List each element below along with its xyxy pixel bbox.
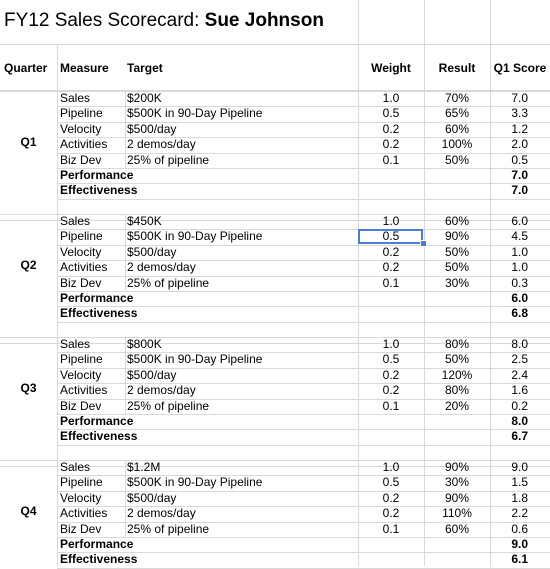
table-row <box>0 383 550 398</box>
result-cell[interactable]: 50% <box>444 244 470 259</box>
table-row <box>0 214 550 229</box>
target-cell[interactable]: $1.2M <box>127 460 161 474</box>
performance-score[interactable]: 9.0 <box>511 537 528 551</box>
measure-cell[interactable]: Pipeline <box>60 229 103 244</box>
weight-cell[interactable]: 0.5 <box>382 229 400 244</box>
table-row <box>0 106 550 121</box>
measure-cell[interactable]: Pipeline <box>60 352 103 367</box>
result-cell[interactable]: 70% <box>444 91 470 105</box>
title-prefix: FY12 Sales Scorecard: <box>4 10 205 31</box>
selected-cell-outline[interactable] <box>358 229 423 244</box>
measure-cell[interactable]: Velocity <box>60 244 102 259</box>
performance-score[interactable]: 8.0 <box>511 414 528 428</box>
target-cell[interactable]: 25% of pipeline <box>127 152 210 167</box>
measure-cell[interactable]: Biz Dev <box>60 398 102 413</box>
measure-cell[interactable]: Sales <box>60 214 91 228</box>
table-row <box>0 506 550 521</box>
measure-cell[interactable]: Velocity <box>60 367 102 382</box>
header-quarter[interactable]: Quarter <box>4 61 48 75</box>
score-cell[interactable]: 1.6 <box>511 383 528 398</box>
table-row <box>0 368 550 383</box>
score-cell[interactable]: 2.2 <box>511 506 528 521</box>
effectiveness-score[interactable]: 6.1 <box>511 552 528 567</box>
quarter-label[interactable]: Q1 <box>20 135 37 150</box>
table-row <box>0 260 550 275</box>
performance-label[interactable]: Performance <box>60 168 134 182</box>
score-cell[interactable]: 7.0 <box>511 91 528 105</box>
effectiveness-label[interactable]: Effectiveness <box>60 429 138 444</box>
measure-cell[interactable]: Sales <box>60 460 91 474</box>
performance-label[interactable]: Performance <box>60 414 134 428</box>
table-row <box>0 229 550 244</box>
result-cell[interactable]: 100% <box>441 137 473 152</box>
weight-cell[interactable]: 0.5 <box>382 475 400 490</box>
result-cell[interactable]: 60% <box>444 214 470 228</box>
page-title <box>4 10 324 32</box>
weight-cell[interactable]: 0.5 <box>382 106 400 121</box>
measure-cell[interactable]: Pipeline <box>60 106 103 121</box>
target-cell[interactable]: $500/day <box>127 244 177 259</box>
weight-cell[interactable]: 1.0 <box>382 460 400 474</box>
result-cell[interactable]: 80% <box>444 383 470 398</box>
weight-cell[interactable]: 0.2 <box>382 121 400 136</box>
target-cell[interactable]: $500/day <box>127 367 177 382</box>
performance-row <box>0 168 550 183</box>
target-cell[interactable]: 2 demos/day <box>127 137 196 152</box>
weight-cell[interactable]: 1.0 <box>382 214 400 228</box>
measure-cell[interactable]: Activities <box>60 383 108 398</box>
score-cell[interactable]: 1.0 <box>511 244 528 259</box>
performance-label[interactable]: Performance <box>60 291 134 305</box>
score-cell[interactable]: 1.5 <box>511 475 528 490</box>
target-cell[interactable]: $200K <box>127 91 162 105</box>
target-cell[interactable]: 2 demos/day <box>127 383 196 398</box>
weight-cell[interactable]: 0.2 <box>382 383 400 398</box>
measure-cell[interactable]: Sales <box>60 337 91 351</box>
effectiveness-label[interactable]: Effectiveness <box>60 183 138 198</box>
table-row <box>0 475 550 490</box>
score-cell[interactable]: 0.6 <box>511 521 528 536</box>
effectiveness-label[interactable]: Effectiveness <box>60 552 138 567</box>
weight-cell[interactable]: 0.2 <box>382 506 400 521</box>
target-cell[interactable]: 25% of pipeline <box>127 521 210 536</box>
header-measure[interactable]: Measure <box>60 61 109 75</box>
measure-cell[interactable]: Velocity <box>60 490 102 505</box>
weight-cell[interactable]: 0.1 <box>382 398 400 413</box>
target-cell[interactable]: $450K <box>127 214 162 228</box>
result-cell[interactable]: 60% <box>444 121 470 136</box>
performance-row <box>0 537 550 552</box>
result-cell[interactable]: 50% <box>444 260 470 275</box>
target-cell[interactable]: $800K <box>127 337 162 351</box>
score-cell[interactable]: 1.8 <box>511 490 528 505</box>
measure-cell[interactable]: Activities <box>60 137 108 152</box>
result-cell[interactable]: 50% <box>444 352 470 367</box>
score-cell[interactable]: 4.5 <box>511 229 528 244</box>
header-score[interactable]: Q1 Score <box>493 61 547 75</box>
target-cell[interactable]: 2 demos/day <box>127 260 196 275</box>
quarter-label[interactable]: Q2 <box>20 258 37 273</box>
target-cell[interactable]: $500K in 90-Day Pipeline <box>127 475 263 490</box>
header-weight[interactable]: Weight <box>371 61 411 75</box>
weight-cell[interactable]: 0.2 <box>382 367 400 382</box>
quarter-label[interactable]: Q3 <box>20 381 37 396</box>
effectiveness-row <box>0 183 550 198</box>
score-cell[interactable]: 2.5 <box>511 352 528 367</box>
target-cell[interactable]: $500K in 90-Day Pipeline <box>127 106 263 121</box>
result-cell[interactable]: 60% <box>444 521 470 536</box>
score-cell[interactable]: 0.5 <box>511 152 528 167</box>
performance-label[interactable]: Performance <box>60 537 134 551</box>
performance-row <box>0 414 550 429</box>
performance-score[interactable]: 6.0 <box>511 291 528 305</box>
table-row <box>0 91 550 106</box>
result-cell[interactable]: 65% <box>444 106 470 121</box>
table-row <box>0 352 550 367</box>
table-row <box>0 153 550 168</box>
measure-cell[interactable]: Biz Dev <box>60 521 102 536</box>
header-target[interactable]: Target <box>127 61 163 75</box>
weight-cell[interactable]: 0.2 <box>382 490 400 505</box>
title-row[interactable] <box>0 0 550 45</box>
result-cell[interactable]: 30% <box>444 275 470 290</box>
row-line <box>57 199 550 200</box>
weight-cell[interactable]: 0.5 <box>382 352 400 367</box>
target-cell[interactable]: 25% of pipeline <box>127 275 210 290</box>
result-cell[interactable]: 30% <box>444 475 470 490</box>
measure-cell[interactable]: Activities <box>60 260 108 275</box>
weight-cell[interactable]: 0.1 <box>382 152 400 167</box>
score-cell[interactable]: 0.3 <box>511 275 528 290</box>
target-cell[interactable]: 2 demos/day <box>127 506 196 521</box>
row-line <box>57 445 550 446</box>
effectiveness-row <box>0 552 550 567</box>
row-line <box>57 322 550 323</box>
weight-cell[interactable]: 0.1 <box>382 275 400 290</box>
table-row <box>0 399 550 414</box>
score-cell[interactable]: 1.2 <box>511 121 528 136</box>
effectiveness-score[interactable]: 7.0 <box>511 183 528 198</box>
rep-name: Sue Johnson <box>204 10 324 31</box>
measure-cell[interactable]: Sales <box>60 91 91 105</box>
effectiveness-score[interactable]: 6.7 <box>511 429 528 444</box>
result-cell[interactable]: 80% <box>444 337 470 351</box>
measure-cell[interactable]: Activities <box>60 506 108 521</box>
target-cell[interactable]: 25% of pipeline <box>127 398 210 413</box>
table-row <box>0 460 550 475</box>
result-cell[interactable]: 50% <box>444 152 470 167</box>
effectiveness-label[interactable]: Effectiveness <box>60 306 138 321</box>
table-row <box>0 522 550 537</box>
score-cell[interactable]: 0.2 <box>511 398 528 413</box>
header-result[interactable]: Result <box>438 61 476 75</box>
weight-cell[interactable]: 0.2 <box>382 244 400 259</box>
score-cell[interactable]: 6.0 <box>511 214 528 228</box>
performance-row <box>0 291 550 306</box>
score-cell[interactable]: 9.0 <box>511 460 528 474</box>
table-row <box>0 276 550 291</box>
measure-cell[interactable]: Biz Dev <box>60 152 102 167</box>
weight-cell[interactable]: 0.2 <box>382 137 400 152</box>
weight-cell[interactable]: 1.0 <box>382 337 400 351</box>
effectiveness-row <box>0 429 550 444</box>
effectiveness-row <box>0 306 550 321</box>
table-row <box>0 245 550 260</box>
effectiveness-score[interactable]: 6.8 <box>511 306 528 321</box>
result-cell[interactable]: 90% <box>444 229 470 244</box>
score-cell[interactable]: 3.3 <box>511 106 528 121</box>
table-row <box>0 491 550 506</box>
measure-cell[interactable]: Pipeline <box>60 475 103 490</box>
quarter-label[interactable]: Q4 <box>20 504 37 519</box>
result-cell[interactable]: 20% <box>444 398 470 413</box>
target-cell[interactable]: $500/day <box>127 121 177 136</box>
measure-cell[interactable]: Velocity <box>60 121 102 136</box>
result-cell[interactable]: 90% <box>444 490 470 505</box>
weight-cell[interactable]: 1.0 <box>382 91 400 105</box>
target-cell[interactable]: $500K in 90-Day Pipeline <box>127 229 263 244</box>
table-row <box>0 137 550 152</box>
result-cell[interactable]: 110% <box>442 506 472 521</box>
performance-score[interactable]: 7.0 <box>511 168 528 182</box>
result-cell[interactable]: 90% <box>444 460 470 474</box>
target-cell[interactable]: $500/day <box>127 490 177 505</box>
weight-cell[interactable]: 0.1 <box>382 521 400 536</box>
score-cell[interactable]: 2.0 <box>511 137 528 152</box>
table-row <box>0 122 550 137</box>
weight-cell[interactable]: 0.2 <box>382 260 400 275</box>
score-cell[interactable]: 1.0 <box>511 260 528 275</box>
score-cell[interactable]: 8.0 <box>511 337 528 351</box>
table-row <box>0 337 550 352</box>
target-cell[interactable]: $500K in 90-Day Pipeline <box>127 352 263 367</box>
result-cell[interactable]: 120% <box>441 367 473 382</box>
score-cell[interactable]: 2.4 <box>511 367 528 382</box>
measure-cell[interactable]: Biz Dev <box>60 275 102 290</box>
header-row <box>0 44 550 91</box>
